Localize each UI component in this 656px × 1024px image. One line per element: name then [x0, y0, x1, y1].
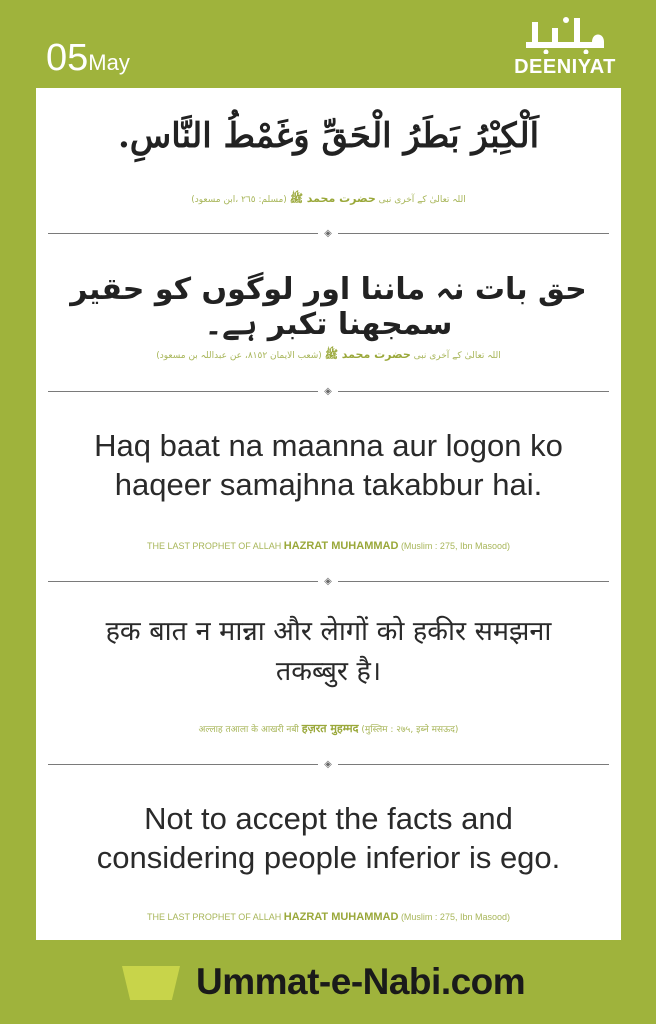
attr-prefix: THE LAST PROPHET OF ALLAH — [147, 912, 282, 922]
roman-line-2: haqeer samajhna takabbur hai. — [114, 467, 543, 502]
english-line-2: considering people inferior is ego. — [96, 840, 561, 875]
attr-ref: (شعب الایمان ٨١٥٢، عن عبداللہ بن مسعود) — [156, 351, 322, 361]
section-divider — [48, 575, 609, 588]
date-month: May — [88, 50, 130, 75]
date-label — [46, 38, 130, 78]
arabic-attribution — [36, 192, 621, 208]
roman-section — [36, 426, 621, 504]
deeniyat-logo — [510, 12, 620, 82]
attr-prefix: THE LAST PROPHET OF ALLAH — [147, 541, 282, 551]
quote-card — [36, 88, 621, 940]
logo-script-graphic — [522, 12, 608, 54]
urdu-attribution — [36, 348, 621, 364]
attr-ref: (Muslim : 275, Ibn Masood) — [400, 541, 510, 551]
website-badge-icon — [122, 966, 180, 1000]
attr-name: HAZRAT MUHAMMAD — [283, 540, 399, 552]
arabic-section — [36, 116, 621, 156]
attr-ref: (मुस्लिम : २७५, इब्ने मसऊद) — [361, 725, 459, 735]
header — [0, 0, 656, 88]
hindi-line-1: हक बात न मान्ना और लेागों को हकीर समझना — [105, 616, 552, 647]
english-section — [36, 799, 621, 877]
attr-prefix: अल्लाह तआला के आखरी नबी — [198, 725, 299, 735]
hindi-attribution — [36, 721, 621, 736]
footer — [0, 955, 656, 1015]
english-line-1: Not to accept the facts and — [144, 801, 513, 836]
attr-name: HAZRAT MUHAMMAD — [283, 911, 399, 923]
attr-ref: (مسلم: ٢٦٥ ،ابن مسعود) — [191, 195, 287, 205]
section-divider — [48, 385, 609, 398]
section-divider — [48, 758, 609, 771]
logo-text: DEENIYAT — [514, 56, 616, 78]
urdu-section — [36, 272, 621, 342]
attr-name: हज़रत मुहम्मद — [301, 722, 359, 735]
attr-name: حضرت محمد ﷺ — [324, 348, 411, 361]
divider-ornament-icon: ◈ — [318, 758, 338, 771]
attr-name: حضرت محمد ﷺ — [289, 192, 376, 205]
divider-ornament-icon: ◈ — [318, 227, 338, 240]
attr-prefix: اللہ تعالیٰ کے آخری نبی — [413, 351, 501, 361]
divider-ornament-icon: ◈ — [318, 575, 338, 588]
arabic-text: اَلْكِبْرُ بَطَرُ الْحَقِّ وَغَمْطُ النَّاسِ. — [117, 116, 540, 156]
hindi-line-2: तकब्बुर है। — [275, 656, 382, 687]
attr-ref: (Muslim : 275, Ibn Masood) — [400, 912, 510, 922]
website-link[interactable]: Ummat-e-Nabi.com — [196, 961, 526, 1002]
roman-line-1: Haq baat na maanna aur logon ko — [94, 428, 563, 463]
roman-attribution — [36, 540, 621, 552]
divider-ornament-icon: ◈ — [318, 385, 338, 398]
hindi-section — [36, 612, 621, 692]
attr-prefix: اللہ تعالیٰ کے آخری نبی — [378, 195, 466, 205]
english-attribution — [36, 911, 621, 923]
section-divider — [48, 227, 609, 240]
date-day: 05 — [46, 37, 89, 79]
urdu-text: حق بات نہ ماننا اور لوگوں کو حقیر سمجھنا تکبر ہے۔ — [70, 272, 587, 342]
